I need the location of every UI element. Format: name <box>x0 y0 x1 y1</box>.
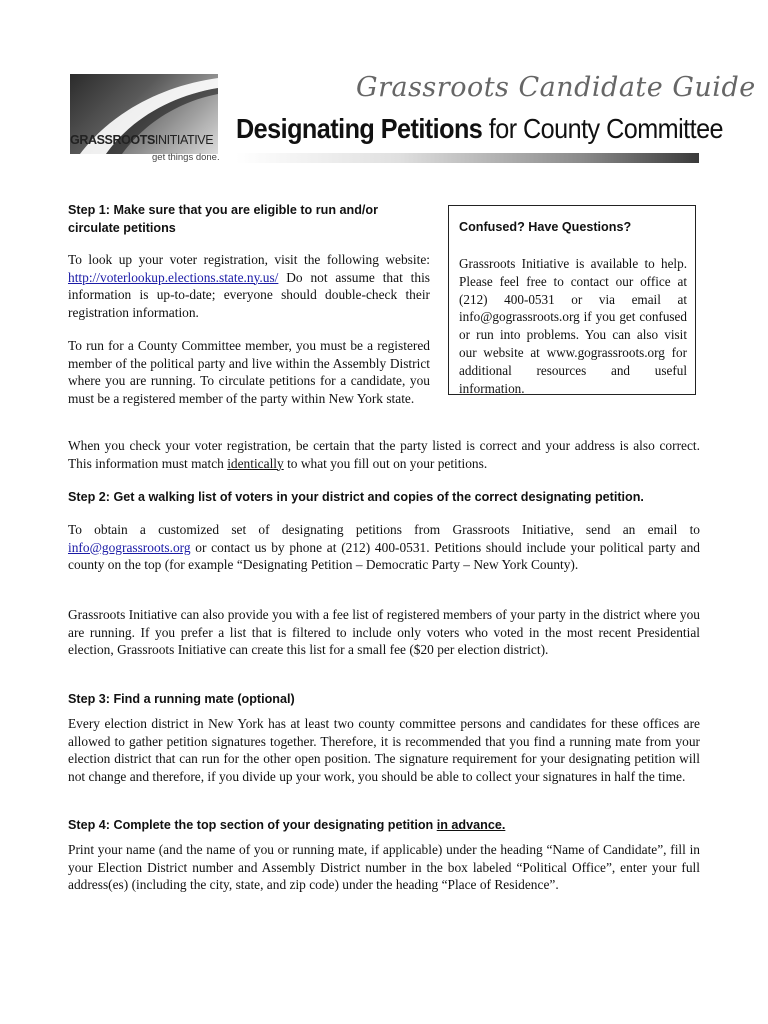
page-title <box>236 113 724 145</box>
step1-para1-text-b: Do not assume that this information is up-to-date; everyone should double-check their registration information. <box>68 269 430 320</box>
step1-paragraph-3 <box>68 437 700 472</box>
step1-paragraph-1 <box>68 251 430 321</box>
email-link[interactable]: info@gograssroots.org <box>68 539 191 555</box>
step2-para1-text-a: To obtain a customized set of designating petitions from Grassroots Initiative, send an email to <box>68 522 700 537</box>
identically-underlined: identically <box>227 455 284 471</box>
step2-para1-text-b: or contact us by phone at (212) 400-0531. Petitions should include your political party and county on the top (for example “Designating Petition – Democratic Party – New York County). <box>68 539 700 573</box>
step4-heading <box>68 816 700 834</box>
voter-lookup-link[interactable]: http://voterlookup.elections.state.ny.us/ <box>68 269 279 285</box>
step2-heading: Step 2: Get a walking list of voters in your district and copies of the correct designating petition. <box>68 490 644 504</box>
page-title-bold: Designating Petitions <box>236 113 483 144</box>
step4-paragraph: Print your name (and the name of you or running mate, if applicable) under the heading “Name of Candidate”, fill in your Election District number and Assembly District number in the box labeled “Political Office”, enter your full address(es) (including the city, state, and zip code) under the heading “Place of Residence”. <box>68 842 700 893</box>
logo-name-rest: INITIATIVE <box>154 133 214 147</box>
step1-heading: Step 1: Make sure that you are eligible to run and/or circulate petitions <box>68 203 379 235</box>
step4-heading-underlined: in advance. <box>436 818 506 832</box>
step1-para3-text-b: to what you fill out on your petitions. <box>283 455 488 471</box>
step1-paragraph-2: To run for a County Committee member, you must be a registered member of the political party and live within the Assembly District where you are running. To circulate petitions for a candidate, you must be a registered member of the party within New York state. <box>68 338 430 406</box>
logo-name-bold: GRASSROOTS <box>70 133 155 147</box>
page-title-light: for County Committee <box>482 113 724 144</box>
step3-heading: Step 3: Find a running mate (optional) <box>68 692 295 706</box>
step3-paragraph: Every election district in New York has at least two county committee persons and candidates for these offices are allowed to gather petition signatures together. Therefore, it is recommended that you find a running mate from your election district that can run for the other open position. The signature requirement for your designating petition will not change and therefore, if you divide up your work, you should be able to collect your signatures in half the time. <box>68 716 700 784</box>
callout-heading: Confused? Have Questions? <box>459 220 632 234</box>
step1-para1-text-a: To look up your voter registration, visit the following website: <box>68 252 430 267</box>
guide-title: Grassroots Candidate Guide <box>356 72 756 103</box>
step2-paragraph-2: Grassroots Initiative can also provide you with a fee list of registered members of your party in the district where you are running. If you prefer a list that is filtered to include only voters who voted in the most recent Presidential election, Grassroots Initiative can create this list for a small fee ($20 per election district). <box>68 607 700 658</box>
title-gradient-bar <box>236 153 699 163</box>
step4-heading-text: Step 4: Complete the top section of your designating petition <box>68 818 437 832</box>
step1-para3-text-a: When you check your voter registration, be certain that the party listed is correct and your address is also correct. This information must match <box>68 438 700 471</box>
logo-name <box>70 133 222 147</box>
logo-tagline: get things done. <box>152 152 220 163</box>
callout-body: Grassroots Initiative is available to help. Please feel free to contact our office at (212) 400-0531 or via email at info@gograssroots.org if you get confused or run into problems. You can also visit our website at www.gograssroots.org for additional resources and useful information. <box>459 256 687 396</box>
step2-paragraph-1 <box>68 521 700 574</box>
questions-callout-box <box>448 205 696 395</box>
